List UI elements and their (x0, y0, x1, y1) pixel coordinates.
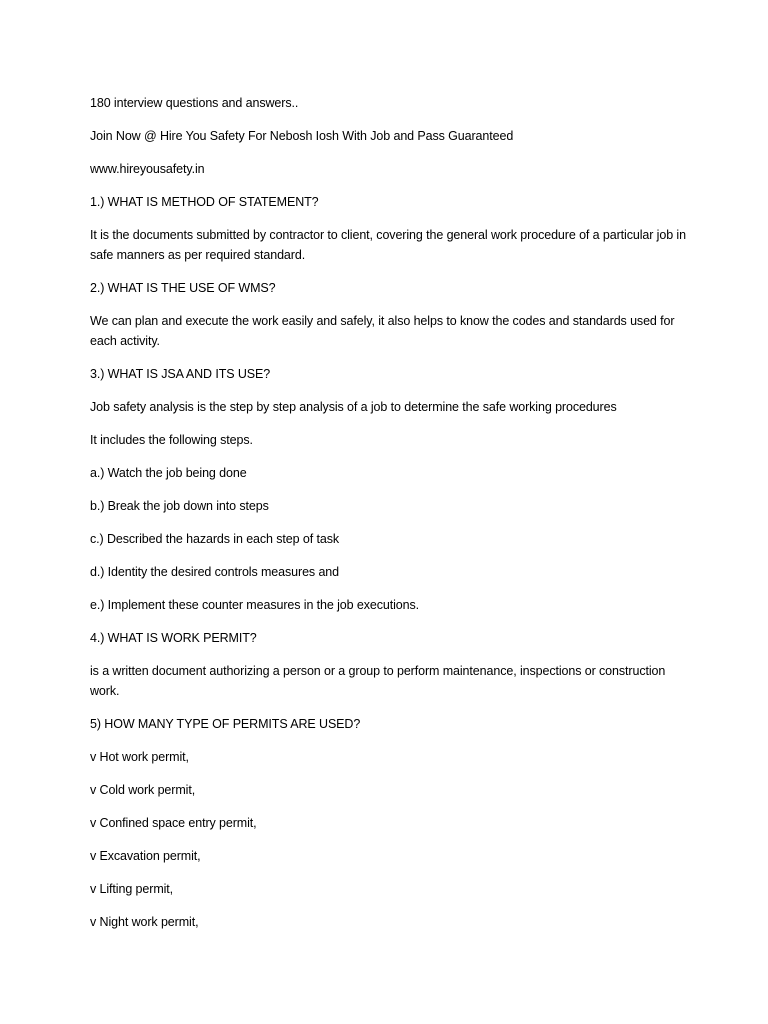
answer-2: We can plan and execute the work easily and safely, it also helps to know the codes and standards used for each activity. (90, 314, 678, 348)
step-item: b.) Break the job down into steps (90, 499, 269, 513)
question-4: 4.) WHAT IS WORK PERMIT? (90, 631, 257, 645)
document-body (90, 93, 690, 945)
permit-item: v Night work permit, (90, 915, 199, 929)
answer-1: It is the documents submitted by contractor to client, covering the general work procedure of a particular job in safe manners as per required standard. (90, 228, 690, 262)
answer-3: Job safety analysis is the step by step analysis of a job to determine the safe working procedures (90, 400, 617, 414)
step-item: e.) Implement these counter measures in the job executions. (90, 598, 420, 612)
step-item: d.) Identity the desired controls measures and (90, 565, 340, 579)
website-line: www.hireyousafety.in (90, 162, 205, 176)
permit-item: v Lifting permit, (90, 882, 174, 896)
step-item: a.) Watch the job being done (90, 466, 247, 480)
question-2: 2.) WHAT IS THE USE OF WMS? (90, 281, 276, 295)
question-5: 5) HOW MANY TYPE OF PERMITS ARE USED? (90, 717, 361, 731)
permit-item: v Confined space entry permit, (90, 816, 257, 830)
question-3: 3.) WHAT IS JSA AND ITS USE? (90, 367, 271, 381)
permit-item: v Excavation permit, (90, 849, 201, 863)
promo-line: Join Now @ Hire You Safety For Nebosh Iosh With Job and Pass Guaranteed (90, 129, 514, 143)
answer-4: is a written document authorizing a person or a group to perform maintenance, inspections or construction work. (90, 664, 669, 698)
document-title: 180 interview questions and answers.. (90, 96, 299, 110)
steps-intro: It includes the following steps. (90, 433, 253, 447)
question-1: 1.) WHAT IS METHOD OF STATEMENT? (90, 195, 319, 209)
permit-item: v Hot work permit, (90, 750, 189, 764)
step-item: c.) Described the hazards in each step of task (90, 532, 340, 546)
permit-item: v Cold work permit, (90, 783, 196, 797)
